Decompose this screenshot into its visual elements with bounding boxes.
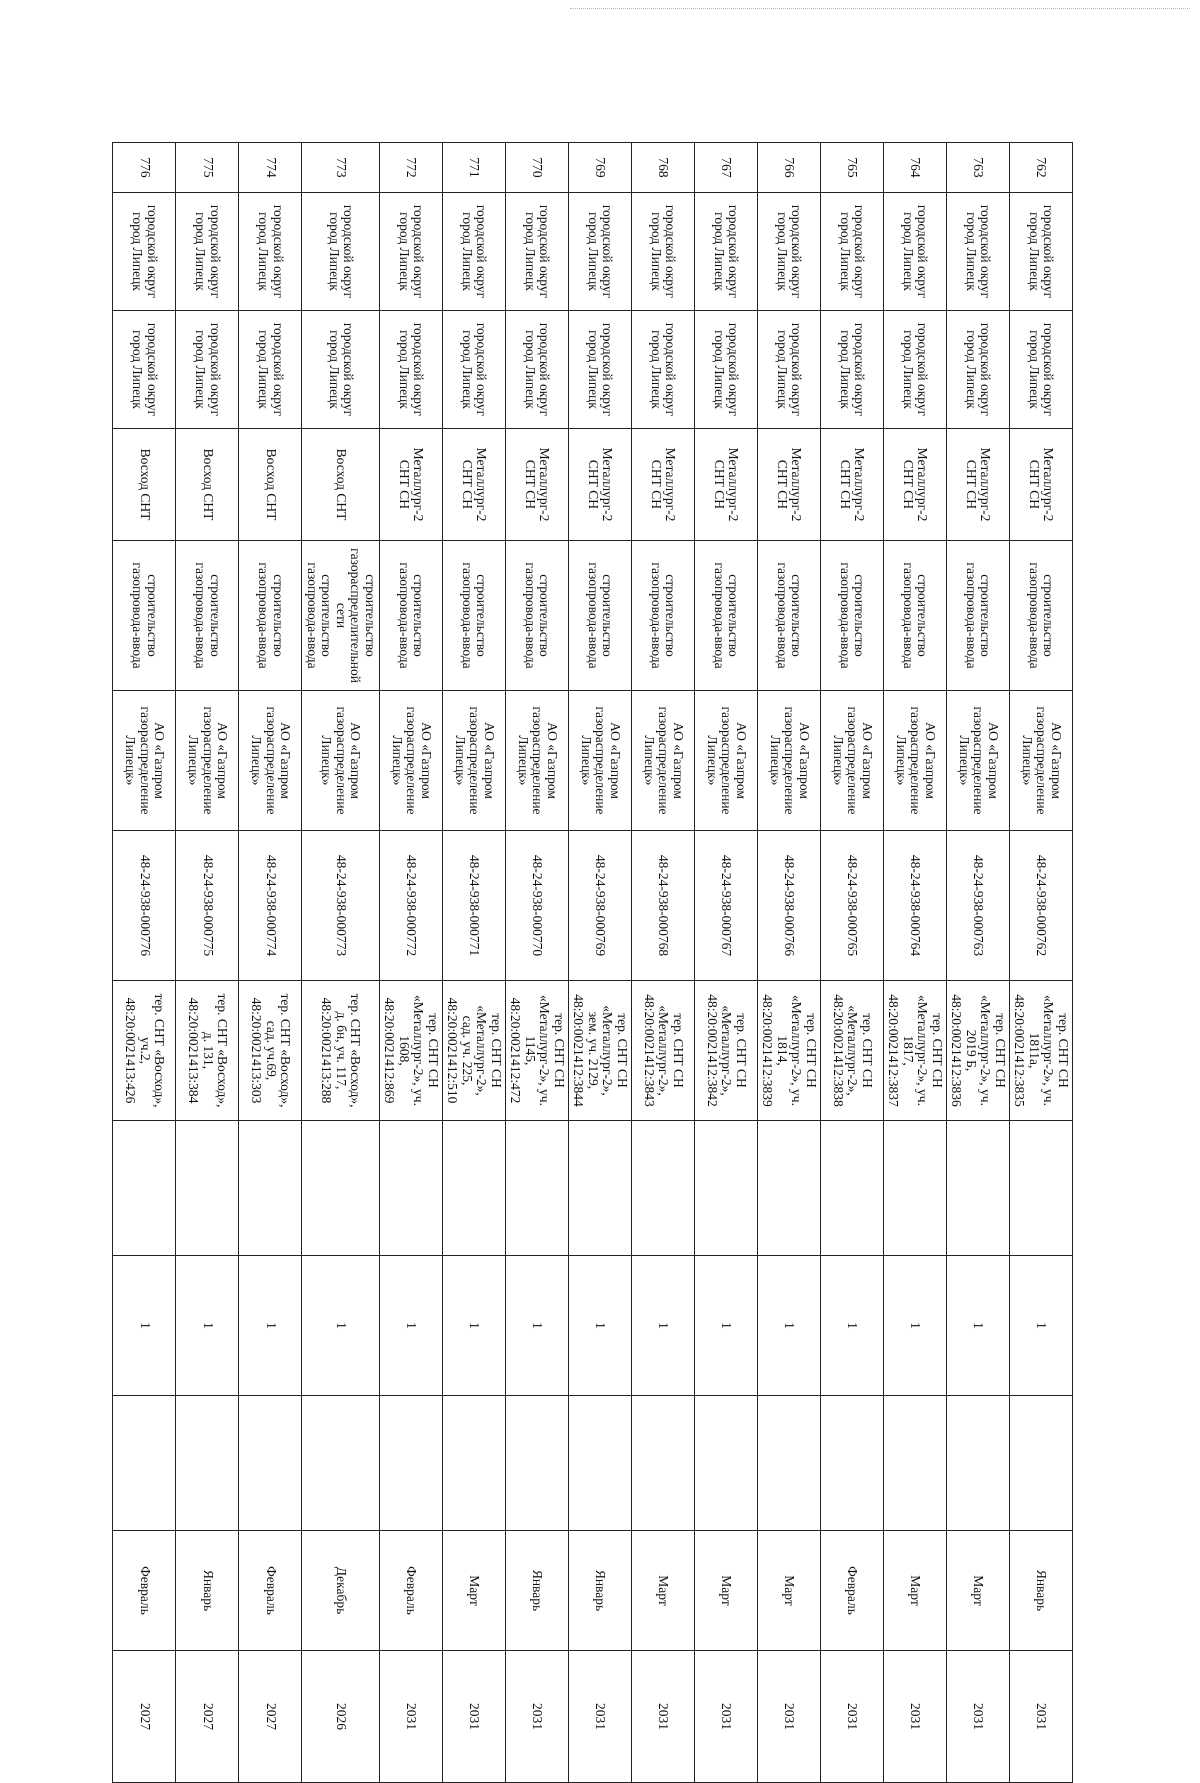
table-row <box>758 143 821 1783</box>
empty-cell <box>695 1396 758 1531</box>
work-type: строительство газопровода-ввода <box>380 541 443 691</box>
work-type: строительство газопровода-ввода <box>695 541 758 691</box>
completion-year: 2027 <box>176 1651 239 1783</box>
municipal-district: городской округ город Липецк <box>947 193 1010 311</box>
connection-count: 1 <box>632 1256 695 1396</box>
empty-cell <box>758 1396 821 1531</box>
empty-cell <box>506 1396 569 1531</box>
completion-year: 2031 <box>821 1651 884 1783</box>
table-row <box>506 143 569 1783</box>
completion-month: Январь <box>176 1531 239 1651</box>
object-id: 48-24-938-000767 <box>695 831 758 981</box>
connection-count: 1 <box>758 1256 821 1396</box>
empty-cell <box>380 1121 443 1256</box>
object-id: 48-24-938-000773 <box>302 831 380 981</box>
completion-year: 2031 <box>632 1651 695 1783</box>
object-address: тер. СНТ «Восход», д. бн, уч. 117, 48:20:0021413:288 <box>302 981 380 1121</box>
object-address: тер. СНТ СН «Металлург-2», уч. 1811а, 48:20:0021412:3835 <box>1010 981 1073 1121</box>
empty-cell <box>947 1121 1010 1256</box>
work-type: строительство газопровода-ввода <box>821 541 884 691</box>
gas-distribution-organization: АО «Газпром газораспределение Липецк» <box>506 691 569 831</box>
connection-count: 1 <box>506 1256 569 1396</box>
gas-distribution-organization: АО «Газпром газораспределение Липецк» <box>380 691 443 831</box>
empty-cell <box>113 1121 176 1256</box>
row-number: 774 <box>239 143 302 193</box>
connection-count: 1 <box>821 1256 884 1396</box>
object-address: тер. СНТ СН «Металлург-2», уч. 1817, 48:20:0021412:3837 <box>884 981 947 1121</box>
gas-distribution-organization: АО «Газпром газораспределение Липецк» <box>1010 691 1073 831</box>
row-number: 768 <box>632 143 695 193</box>
municipal-district: городской округ город Липецк <box>506 193 569 311</box>
connection-count: 1 <box>380 1256 443 1396</box>
object-id: 48-24-938-000776 <box>113 831 176 981</box>
completion-year: 2031 <box>947 1651 1010 1783</box>
connection-count: 1 <box>695 1256 758 1396</box>
work-type: строительство газопровода-ввода <box>176 541 239 691</box>
locality-name: Восход СНТ <box>239 429 302 541</box>
object-address: тер. СНТ СН «Металлург-2», 48:20:0021412:3842 <box>695 981 758 1121</box>
object-address: тер. СНТ СН «Металлург-2», сад. уч. 225, 48:20:0021412:510 <box>443 981 506 1121</box>
empty-cell <box>632 1396 695 1531</box>
row-number: 770 <box>506 143 569 193</box>
gas-distribution-organization: АО «Газпром газораспределение Липецк» <box>239 691 302 831</box>
completion-year: 2027 <box>239 1651 302 1783</box>
table-row <box>884 143 947 1783</box>
empty-cell <box>506 1121 569 1256</box>
completion-year: 2027 <box>113 1651 176 1783</box>
empty-cell <box>884 1396 947 1531</box>
row-number: 765 <box>821 143 884 193</box>
connection-count: 1 <box>176 1256 239 1396</box>
municipal-district: городской округ город Липецк <box>695 193 758 311</box>
empty-cell <box>302 1396 380 1531</box>
settlement-municipality: городской округ город Липецк <box>302 311 380 429</box>
object-address: тер. СНТ СН «Металлург-2», уч. 1814, 48:20:0021412:3839 <box>758 981 821 1121</box>
object-address: тер. СНТ СН «Металлург-2», 48:20:0021412:3843 <box>632 981 695 1121</box>
work-type: строительство газопровода-ввода <box>632 541 695 691</box>
empty-cell <box>113 1396 176 1531</box>
gas-distribution-organization: АО «Газпром газораспределение Липецк» <box>443 691 506 831</box>
work-type: строительство газопровода-ввода <box>239 541 302 691</box>
work-type: строительство газопровода-ввода <box>947 541 1010 691</box>
empty-cell <box>695 1121 758 1256</box>
empty-cell <box>1010 1396 1073 1531</box>
row-number: 772 <box>380 143 443 193</box>
completion-year: 2031 <box>443 1651 506 1783</box>
settlement-municipality: городской округ город Липецк <box>506 311 569 429</box>
settlement-municipality: городской округ город Липецк <box>758 311 821 429</box>
object-id: 48-24-938-000775 <box>176 831 239 981</box>
locality-name: Металлург-2 СНТ СН <box>758 429 821 541</box>
settlement-municipality: городской округ город Липецк <box>176 311 239 429</box>
empty-cell <box>443 1396 506 1531</box>
locality-name: Металлург-2 СНТ СН <box>821 429 884 541</box>
locality-name: Восход СНТ <box>302 429 380 541</box>
gas-distribution-organization: АО «Газпром газораспределение Липецк» <box>302 691 380 831</box>
completion-month: Февраль <box>380 1531 443 1651</box>
object-id: 48-24-938-000768 <box>632 831 695 981</box>
settlement-municipality: городской округ город Липецк <box>947 311 1010 429</box>
locality-name: Восход СНТ <box>113 429 176 541</box>
empty-cell <box>176 1396 239 1531</box>
completion-year: 2031 <box>380 1651 443 1783</box>
row-number: 764 <box>884 143 947 193</box>
completion-year: 2031 <box>506 1651 569 1783</box>
settlement-municipality: городской округ город Липецк <box>632 311 695 429</box>
locality-name: Металлург-2 СНТ СН <box>632 429 695 541</box>
municipal-district: городской округ город Липецк <box>758 193 821 311</box>
settlement-municipality: городской округ город Липецк <box>443 311 506 429</box>
object-id: 48-24-938-000771 <box>443 831 506 981</box>
work-type: строительство газопровода-ввода <box>506 541 569 691</box>
row-number: 775 <box>176 143 239 193</box>
gas-distribution-organization: АО «Газпром газораспределение Липецк» <box>884 691 947 831</box>
connection-count: 1 <box>947 1256 1010 1396</box>
settlement-municipality: городской округ город Липецк <box>695 311 758 429</box>
row-number: 769 <box>569 143 632 193</box>
scan-edge-mark <box>570 8 1190 9</box>
object-address: тер. СНТ «Восход», сад. уч.69, 48:20:0021413:303 <box>239 981 302 1121</box>
row-number: 773 <box>302 143 380 193</box>
gas-distribution-organization: АО «Газпром газораспределение Липецк» <box>176 691 239 831</box>
gas-distribution-organization: АО «Газпром газораспределение Липецк» <box>569 691 632 831</box>
locality-name: Металлург-2 СНТ СН <box>884 429 947 541</box>
object-address: тер. СНТ СН «Металлург-2», уч. 1608, 48:20:0021412:869 <box>380 981 443 1121</box>
work-type: строительство газопровода-ввода <box>1010 541 1073 691</box>
table-row <box>947 143 1010 1783</box>
work-type: строительство газопровода-ввода <box>443 541 506 691</box>
gas-distribution-organization: АО «Газпром газораспределение Липецк» <box>821 691 884 831</box>
empty-cell <box>569 1121 632 1256</box>
connection-count: 1 <box>239 1256 302 1396</box>
object-address: тер. СНТ «Восход», д. 131, 48:20:0021413:384 <box>176 981 239 1121</box>
object-id: 48-24-938-000769 <box>569 831 632 981</box>
table-row <box>632 143 695 1783</box>
table-row <box>695 143 758 1783</box>
work-type: строительство газопровода-ввода <box>758 541 821 691</box>
empty-cell <box>1010 1121 1073 1256</box>
work-type: строительство газопровода-ввода <box>569 541 632 691</box>
object-id: 48-24-938-000764 <box>884 831 947 981</box>
locality-name: Металлург-2 СНТ СН <box>947 429 1010 541</box>
object-id: 48-24-938-000763 <box>947 831 1010 981</box>
object-address: тер. СНТ «Восход», уч.2, 48:20:0021413:426 <box>113 981 176 1121</box>
object-id: 48-24-938-000774 <box>239 831 302 981</box>
object-address: тер. СНТ СН «Металлург-2», зем. уч. 2129, 48:20:0021412:3844 <box>569 981 632 1121</box>
table-row <box>1010 143 1073 1783</box>
empty-cell <box>632 1121 695 1256</box>
municipal-district: городской округ город Липецк <box>113 193 176 311</box>
empty-cell <box>443 1121 506 1256</box>
settlement-municipality: городской округ город Липецк <box>1010 311 1073 429</box>
completion-year: 2026 <box>302 1651 380 1783</box>
object-address: тер. СНТ СН «Металлург-2», уч. 1145, 48:20:0021412:472 <box>506 981 569 1121</box>
municipal-district: городской округ город Липецк <box>884 193 947 311</box>
row-number: 767 <box>695 143 758 193</box>
empty-cell <box>821 1121 884 1256</box>
completion-month: Январь <box>1010 1531 1073 1651</box>
locality-name: Металлург-2 СНТ СН <box>569 429 632 541</box>
table-row <box>569 143 632 1783</box>
object-id: 48-24-938-000765 <box>821 831 884 981</box>
row-number: 762 <box>1010 143 1073 193</box>
gasification-register-table <box>113 142 1074 1783</box>
completion-year: 2031 <box>569 1651 632 1783</box>
connection-count: 1 <box>884 1256 947 1396</box>
work-type: строительство газопровода-ввода <box>113 541 176 691</box>
municipal-district: городской округ город Липецк <box>239 193 302 311</box>
completion-year: 2031 <box>1010 1651 1073 1783</box>
row-number: 776 <box>113 143 176 193</box>
table-row <box>113 143 176 1783</box>
completion-month: Март <box>443 1531 506 1651</box>
locality-name: Металлург-2 СНТ СН <box>695 429 758 541</box>
connection-count: 1 <box>569 1256 632 1396</box>
row-number: 763 <box>947 143 1010 193</box>
empty-cell <box>239 1396 302 1531</box>
empty-cell <box>758 1121 821 1256</box>
settlement-municipality: городской округ город Липецк <box>884 311 947 429</box>
settlement-municipality: городской округ город Липецк <box>239 311 302 429</box>
table-row <box>176 143 239 1783</box>
completion-month: Февраль <box>239 1531 302 1651</box>
object-address: тер. СНТ СН «Металлург-2», 48:20:0021412:3838 <box>821 981 884 1121</box>
completion-year: 2031 <box>695 1651 758 1783</box>
locality-name: Металлург-2 СНТ СН <box>380 429 443 541</box>
connection-count: 1 <box>443 1256 506 1396</box>
empty-cell <box>380 1396 443 1531</box>
completion-month: Март <box>632 1531 695 1651</box>
object-id: 48-24-938-000770 <box>506 831 569 981</box>
object-address: тер. СНТ СН «Металлург-2», уч. 2019 Б, 48:20:0021412:3836 <box>947 981 1010 1121</box>
table-body <box>113 143 1073 1783</box>
object-id: 48-24-938-000762 <box>1010 831 1073 981</box>
completion-year: 2031 <box>884 1651 947 1783</box>
municipal-district: городской округ город Липецк <box>380 193 443 311</box>
gas-distribution-organization: АО «Газпром газораспределение Липецк» <box>695 691 758 831</box>
completion-month: Декабрь <box>302 1531 380 1651</box>
work-type: строительство газопровода-ввода <box>884 541 947 691</box>
municipal-district: городской округ город Липецк <box>632 193 695 311</box>
completion-month: Февраль <box>113 1531 176 1651</box>
locality-name: Металлург-2 СНТ СН <box>1010 429 1073 541</box>
empty-cell <box>821 1396 884 1531</box>
empty-cell <box>947 1396 1010 1531</box>
locality-name: Восход СНТ <box>176 429 239 541</box>
gas-distribution-organization: АО «Газпром газораспределение Липецк» <box>632 691 695 831</box>
table-row <box>821 143 884 1783</box>
municipal-district: городской округ город Липецк <box>176 193 239 311</box>
gas-distribution-organization: АО «Газпром газораспределение Липецк» <box>758 691 821 831</box>
completion-month: Март <box>947 1531 1010 1651</box>
connection-count: 1 <box>1010 1256 1073 1396</box>
table-row <box>380 143 443 1783</box>
object-id: 48-24-938-000772 <box>380 831 443 981</box>
connection-count: 1 <box>113 1256 176 1396</box>
empty-cell <box>176 1121 239 1256</box>
empty-cell <box>884 1121 947 1256</box>
table-row <box>443 143 506 1783</box>
completion-month: Март <box>695 1531 758 1651</box>
settlement-municipality: городской округ город Липецк <box>380 311 443 429</box>
empty-cell <box>239 1121 302 1256</box>
completion-month: Март <box>758 1531 821 1651</box>
completion-month: Март <box>884 1531 947 1651</box>
completion-month: Январь <box>569 1531 632 1651</box>
locality-name: Металлург-2 СНТ СН <box>506 429 569 541</box>
empty-cell <box>569 1396 632 1531</box>
gas-distribution-organization: АО «Газпром газораспределение Липецк» <box>113 691 176 831</box>
work-type: строительство газораспределительной сети строительство газопровода-ввода <box>302 541 380 691</box>
completion-month: Январь <box>506 1531 569 1651</box>
rotated-table-container <box>123 142 1073 1730</box>
locality-name: Металлург-2 СНТ СН <box>443 429 506 541</box>
row-number: 771 <box>443 143 506 193</box>
municipal-district: городской округ город Липецк <box>302 193 380 311</box>
row-number: 766 <box>758 143 821 193</box>
table-row <box>302 143 380 1783</box>
municipal-district: городской округ город Липецк <box>1010 193 1073 311</box>
object-id: 48-24-938-000766 <box>758 831 821 981</box>
completion-month: Февраль <box>821 1531 884 1651</box>
settlement-municipality: городской округ город Липецк <box>569 311 632 429</box>
settlement-municipality: городской округ город Липецк <box>821 311 884 429</box>
completion-year: 2031 <box>758 1651 821 1783</box>
connection-count: 1 <box>302 1256 380 1396</box>
municipal-district: городской округ город Липецк <box>569 193 632 311</box>
municipal-district: городской округ город Липецк <box>443 193 506 311</box>
empty-cell <box>302 1121 380 1256</box>
table-row <box>239 143 302 1783</box>
gas-distribution-organization: АО «Газпром газораспределение Липецк» <box>947 691 1010 831</box>
municipal-district: городской округ город Липецк <box>821 193 884 311</box>
settlement-municipality: городской округ город Липецк <box>113 311 176 429</box>
